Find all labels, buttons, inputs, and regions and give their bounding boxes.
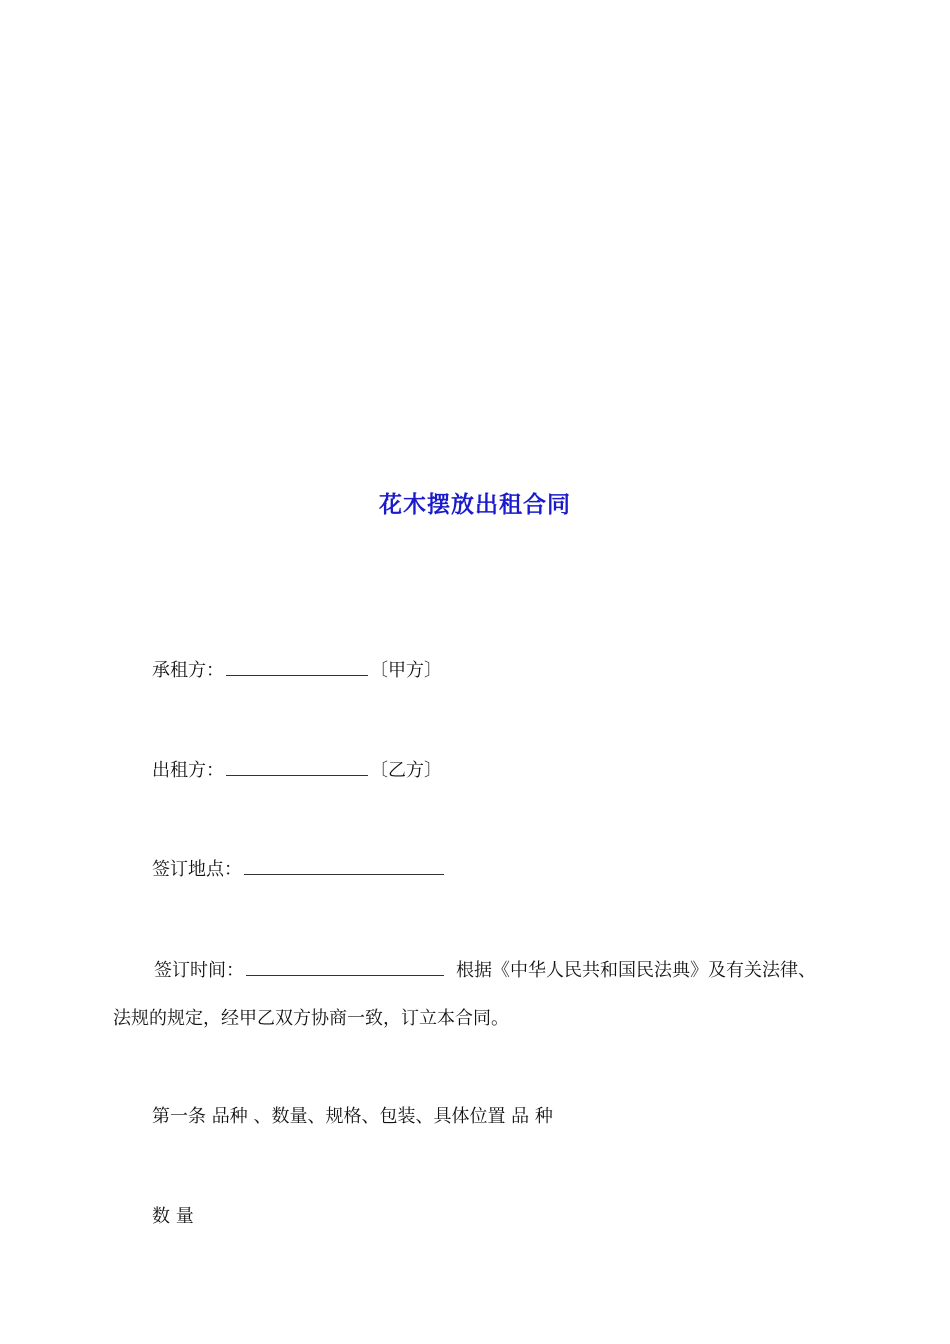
sign-place-label: 签订地点： — [152, 859, 242, 880]
document-title: 花木摆放出租合同 — [379, 492, 571, 518]
preamble-part1: 根据《中华人民共和国民法典》及有关法律、 — [456, 960, 816, 981]
preamble-line-2: 法规的规定，经甲乙双方协商一致，订立本合同。 — [113, 1008, 509, 1029]
quantity-label: 数 量 — [152, 1206, 194, 1227]
lessor-suffix: 〔乙方〕 — [370, 760, 442, 781]
sign-time-line — [154, 957, 816, 983]
sign-place-line — [152, 856, 446, 882]
lessee-blank — [226, 657, 368, 676]
sign-time-label: 签订时间： — [154, 960, 244, 981]
sign-time-blank — [246, 957, 444, 976]
lessee-line — [152, 657, 442, 683]
lessor-label: 出租方： — [152, 760, 224, 781]
lessor-blank — [226, 757, 368, 776]
lessor-line — [152, 757, 442, 783]
article-1-heading: 第一条 品种 、数量、规格、包装、具体位置 品 种 — [152, 1106, 553, 1127]
sign-place-blank — [244, 856, 444, 875]
lessee-suffix: 〔甲方〕 — [370, 660, 442, 681]
lessee-label: 承租方： — [152, 660, 224, 681]
